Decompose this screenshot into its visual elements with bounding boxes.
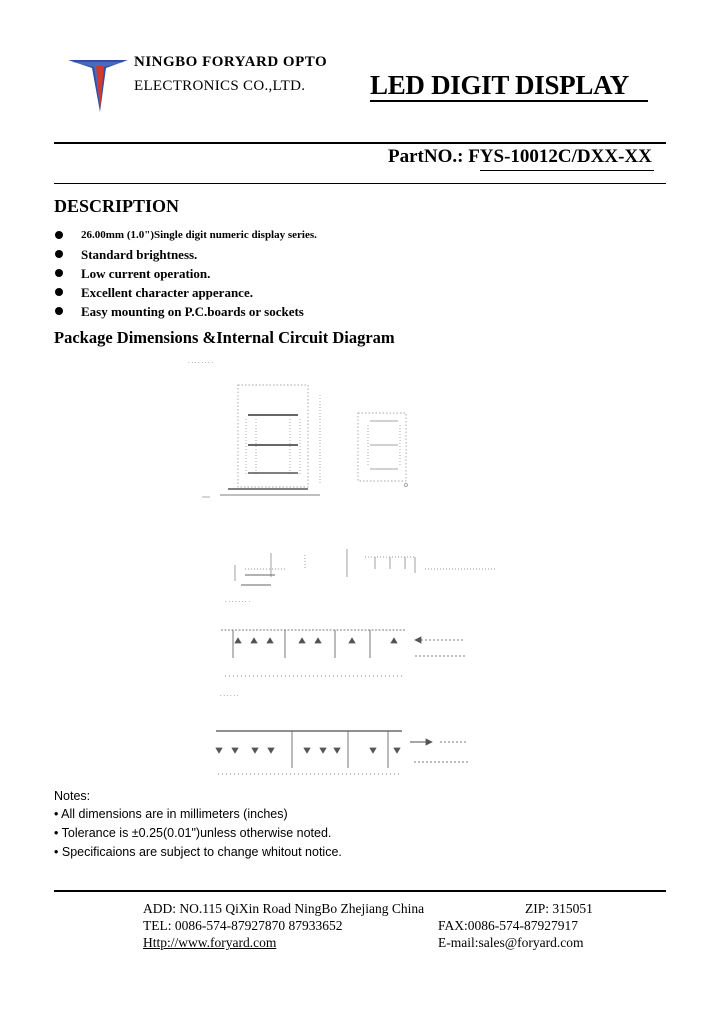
note-item: • Tolerance is ±0.25(0.01")unless otherwise noted. xyxy=(54,826,332,840)
footer-fax: FAX:0086-574-87927917 xyxy=(438,918,578,933)
list-item-text: Excellent character apperance. xyxy=(81,285,253,300)
header-divider xyxy=(54,142,666,144)
note-item-text: Specificaions are subject to change whitout notice. xyxy=(61,845,342,859)
title-underline xyxy=(370,100,648,102)
footer-divider xyxy=(54,890,666,892)
part-number xyxy=(388,146,652,168)
list-item-text: 26.00mm (1.0")Single digit numeric display series. xyxy=(81,229,317,241)
description-list xyxy=(54,226,317,321)
list-item xyxy=(54,264,317,283)
bullet-icon xyxy=(55,269,63,277)
footer-tel: TEL: 0086-574-87927870 87933652 xyxy=(143,918,343,933)
list-item-text: Low current operation. xyxy=(81,266,211,281)
list-item-text: Easy mounting on P.C.boards or sockets xyxy=(81,304,304,319)
part-number-value: FYS-10012C/DXX-XX xyxy=(468,146,652,167)
company-logo xyxy=(66,56,130,114)
note-item: • All dimensions are in millimeters (inches) xyxy=(54,807,288,821)
list-item xyxy=(54,302,317,321)
foryard-logo-icon xyxy=(66,56,130,114)
notes-heading: Notes: xyxy=(54,789,91,803)
note-item: • Specificaions are subject to change whitout notice. xyxy=(54,845,342,859)
note-item-text: All dimensions are in millimeters (inches) xyxy=(61,807,288,821)
document-title: LED DIGIT DISPLAY xyxy=(370,70,629,100)
note-item-text: Tolerance is ±0.25(0.01")unless otherwise noted. xyxy=(61,826,332,840)
footer-zip: ZIP: 315051 xyxy=(525,901,593,916)
notes-section xyxy=(54,789,342,864)
list-item xyxy=(54,226,317,245)
circuit-diagram-common-anode: . . . . . . . . xyxy=(215,598,485,688)
bullet-icon xyxy=(55,250,63,258)
footer-address: ADD: NO.115 QiXin Road NingBo Zhejiang China xyxy=(143,901,425,916)
part-divider xyxy=(54,183,666,184)
list-item xyxy=(54,245,317,264)
circuit-diagram-common-cathode: . . . . . . xyxy=(210,700,490,790)
company-name-line1: NINGBO FORYARD OPTO xyxy=(134,54,328,70)
list-item-text: Standard brightness. xyxy=(81,247,198,262)
footer-email: E-mail:sales@foryard.com xyxy=(438,935,584,950)
bullet-icon xyxy=(55,231,63,239)
package-heading: Package Dimensions &Internal Circuit Diagram xyxy=(54,328,395,347)
part-number-label: PartNO.: xyxy=(388,146,464,167)
bullet-icon xyxy=(55,307,63,315)
footer-website-link[interactable]: Http://www.foryard.com xyxy=(143,935,277,950)
part-number-underline xyxy=(480,170,654,171)
list-item xyxy=(54,283,317,302)
description-heading: DESCRIPTION xyxy=(54,196,180,216)
package-dimension-drawing: . . . . . . . . xyxy=(180,355,500,505)
bullet-icon xyxy=(55,288,63,296)
company-name-line2: ELECTRONICS CO.,LTD. xyxy=(134,78,306,94)
